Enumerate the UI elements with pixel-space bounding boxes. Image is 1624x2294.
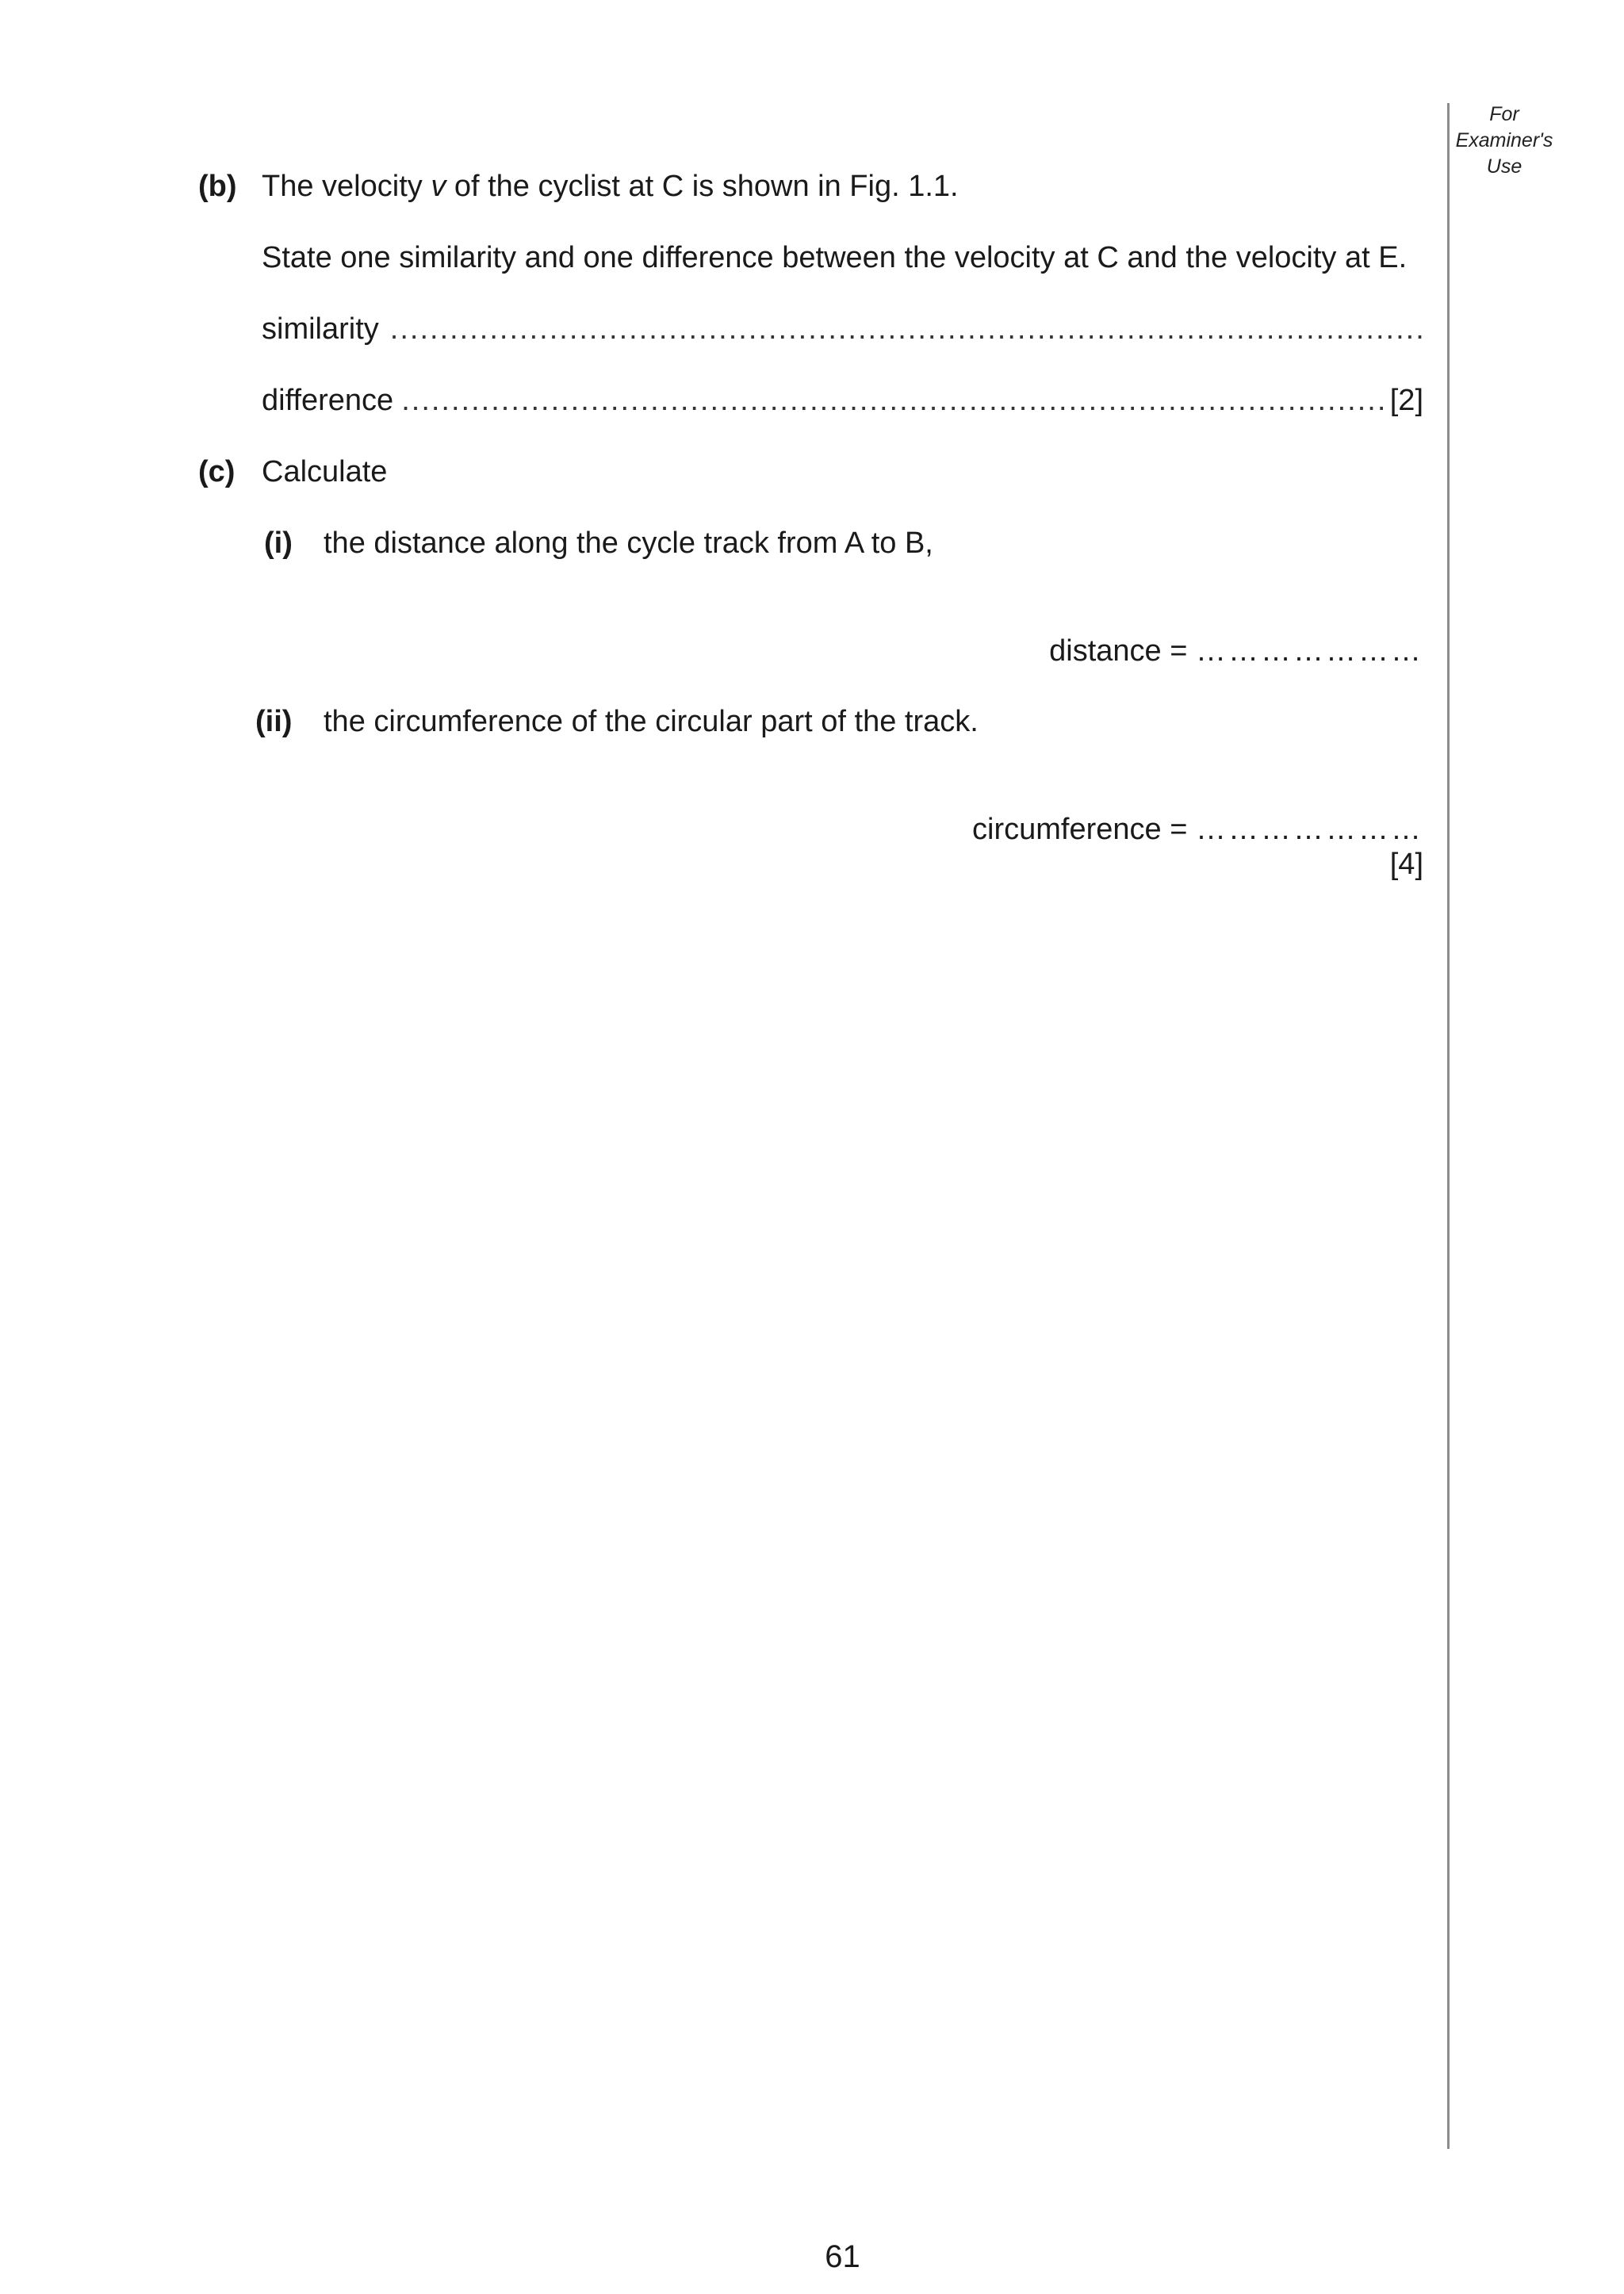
part-c-i-label: (i)	[264, 527, 293, 560]
distance-label: distance =	[1049, 634, 1196, 668]
part-c-text: Calculate	[262, 455, 388, 488]
circumference-answer[interactable]	[972, 811, 1423, 848]
part-c-ii-label: (ii)	[255, 705, 293, 738]
examiner-label-line3: Use	[1486, 155, 1522, 178]
distance-blank: …………………	[1196, 634, 1423, 668]
part-c-marks: [4]	[1389, 848, 1423, 881]
examiner-label-line1: For	[1489, 103, 1519, 125]
similarity-dotted-line	[390, 311, 1422, 347]
part-b-instruction: State one similarity and one difference between the velocity at C and the velocity at E.	[262, 241, 1408, 274]
part-b-marks: [2]	[1389, 384, 1423, 417]
examiner-margin-rule	[1447, 103, 1450, 2149]
velocity-variable: v	[431, 170, 446, 203]
part-c-ii-text: the circumference of the circular part of the track.	[324, 705, 979, 738]
difference-answer-line[interactable]	[262, 382, 1423, 419]
circumference-label: circumference =	[972, 813, 1196, 846]
distance-answer[interactable]	[1049, 633, 1423, 669]
examiner-use-label	[1453, 101, 1556, 180]
circumference-blank: …………………	[1196, 813, 1423, 846]
part-b-text-start: The velocity	[262, 170, 431, 203]
part-c-i-text: the distance along the cycle track from A to B,	[324, 527, 933, 560]
similarity-label: similarity	[262, 312, 379, 346]
part-b-label: (b)	[198, 170, 237, 203]
part-c-label: (c)	[198, 455, 236, 488]
similarity-answer-line[interactable]	[262, 311, 1423, 347]
part-b-question	[262, 168, 959, 205]
difference-label: difference	[262, 384, 394, 417]
page-number: 61	[825, 2239, 860, 2274]
difference-dotted-line	[401, 382, 1388, 419]
part-b-text-end: of the cyclist at C is shown in Fig. 1.1.	[446, 170, 959, 203]
examiner-label-line2: Examiner's	[1455, 129, 1553, 151]
